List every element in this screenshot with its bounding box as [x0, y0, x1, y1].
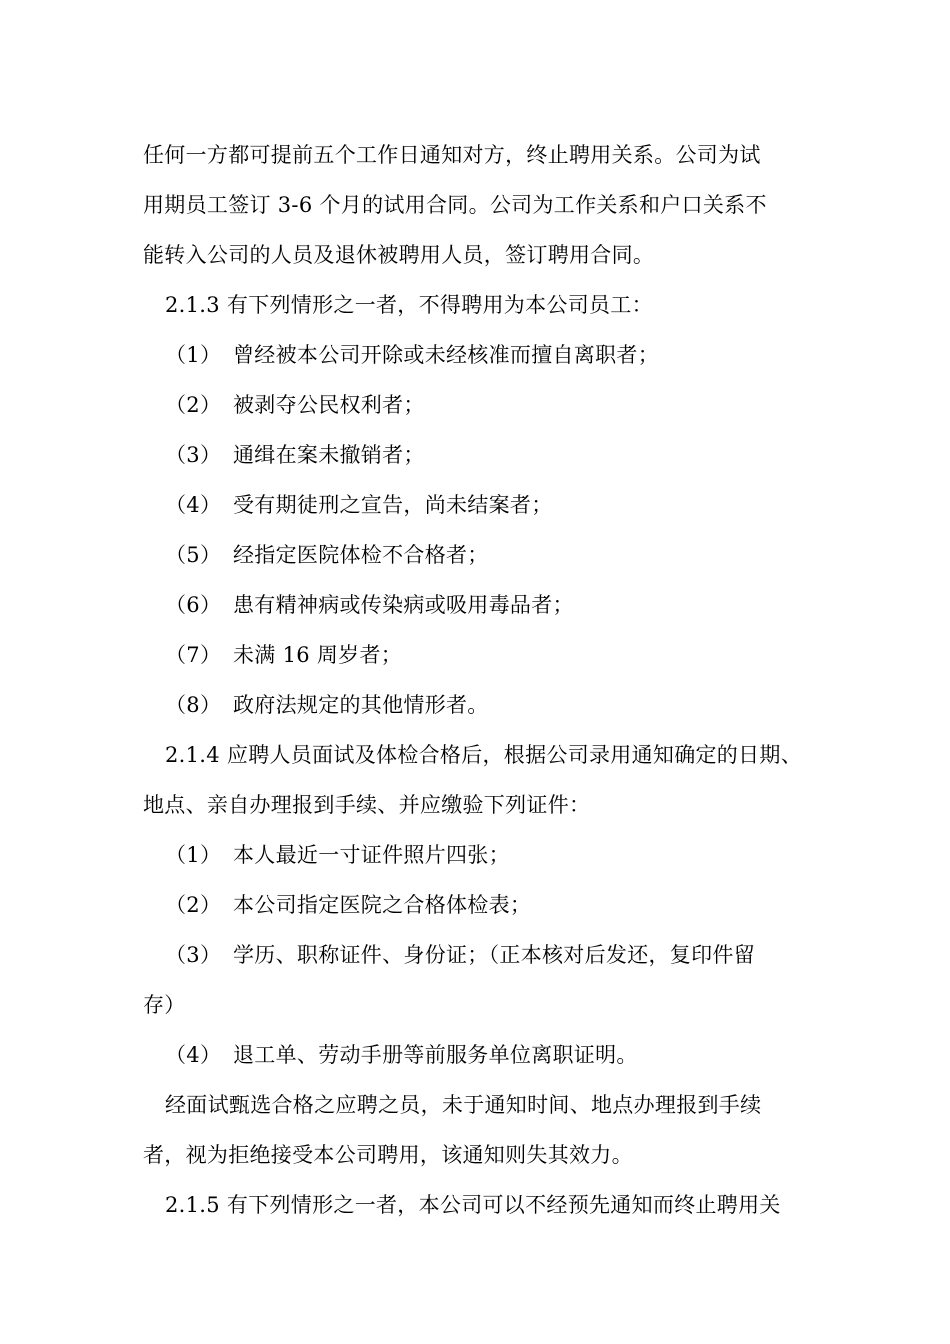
- section-heading-2-1-3: 2.1.3 有下列情形之一者，不得聘用为本公司员工：: [165, 293, 653, 317]
- list-item: [143, 580, 833, 630]
- list-item-text: 曾经被本公司开除或未经核准而擅自离职者；: [233, 343, 659, 367]
- list-item-number: （8）: [165, 693, 222, 717]
- list-item-number: （3）: [165, 943, 222, 967]
- section-heading-2-1-4: 2.1.4 应聘人员面试及体检合格后，根据公司录用通知确定的日期、: [165, 743, 803, 767]
- list-item-text: 经指定医院体检不合格者；: [233, 543, 489, 567]
- list-item-text: 本公司指定医院之合格体检表；: [233, 893, 532, 917]
- list-item-text-continued: 存）: [143, 993, 186, 1017]
- document-body: [143, 130, 833, 1230]
- list-item-text: 退工单、劳动手册等前服务单位离职证明。: [233, 1043, 638, 1067]
- list-item: [143, 380, 833, 430]
- list-item-text: 被剥夺公民权利者；: [233, 393, 425, 417]
- list-item: [143, 480, 833, 530]
- note-paragraph-continued: 者，视为拒绝接受本公司聘用，该通知则失其效力。: [143, 1143, 633, 1167]
- note-paragraph: 经面试甄选合格之应聘之员，未于通知时间、地点办理报到手续: [165, 1093, 762, 1117]
- list-item-text: 患有精神病或传染病或吸用毒品者；: [233, 593, 574, 617]
- list-item-text: 受有期徒刑之宣告，尚未结案者；: [233, 493, 553, 517]
- list-item-number: （4）: [165, 1043, 222, 1067]
- list-item: [143, 630, 833, 680]
- list-item-number: （1）: [165, 843, 222, 867]
- section-heading-2-1-4-continued: 地点、亲自办理报到手续、并应缴验下列证件：: [143, 793, 591, 817]
- list-item: [143, 1030, 833, 1080]
- list-item-number: （3）: [165, 443, 222, 467]
- list-item-number: （2）: [165, 393, 222, 417]
- list-item: [143, 930, 833, 980]
- list-item: [143, 680, 833, 730]
- list-item-number: （4）: [165, 493, 222, 517]
- list-item-number: （2）: [165, 893, 222, 917]
- list-item-number: （7）: [165, 643, 222, 667]
- list-item: [143, 330, 833, 380]
- paragraph-line: 任何一方都可提前五个工作日通知对方，终止聘用关系。公司为试: [143, 143, 761, 167]
- paragraph-line: 能转入公司的人员及退休被聘用人员，签订聘用合同。: [143, 243, 655, 267]
- list-item-text: 学历、职称证件、身份证；（正本核对后发还，复印件留: [233, 943, 755, 967]
- list-item-text: 本人最近一寸证件照片四张；: [233, 843, 510, 867]
- list-item: [143, 430, 833, 480]
- paragraph-line: 用期员工签订 3-6 个月的试用合同。公司为工作关系和户口关系不: [143, 193, 767, 217]
- list-item-text: 政府法规定的其他情形者。: [233, 693, 489, 717]
- list-item-number: （5）: [165, 543, 222, 567]
- list-item: [143, 830, 833, 880]
- section-heading-2-1-5: 2.1.5 有下列情形之一者，本公司可以不经预先通知而终止聘用关: [165, 1193, 781, 1217]
- list-item: [143, 530, 833, 580]
- list-item-number: （1）: [165, 343, 222, 367]
- list-item-text: 通缉在案未撤销者；: [233, 443, 425, 467]
- list-item: [143, 880, 833, 930]
- list-item-text: 未满 16 周岁者；: [233, 643, 403, 667]
- list-item-number: （6）: [165, 593, 222, 617]
